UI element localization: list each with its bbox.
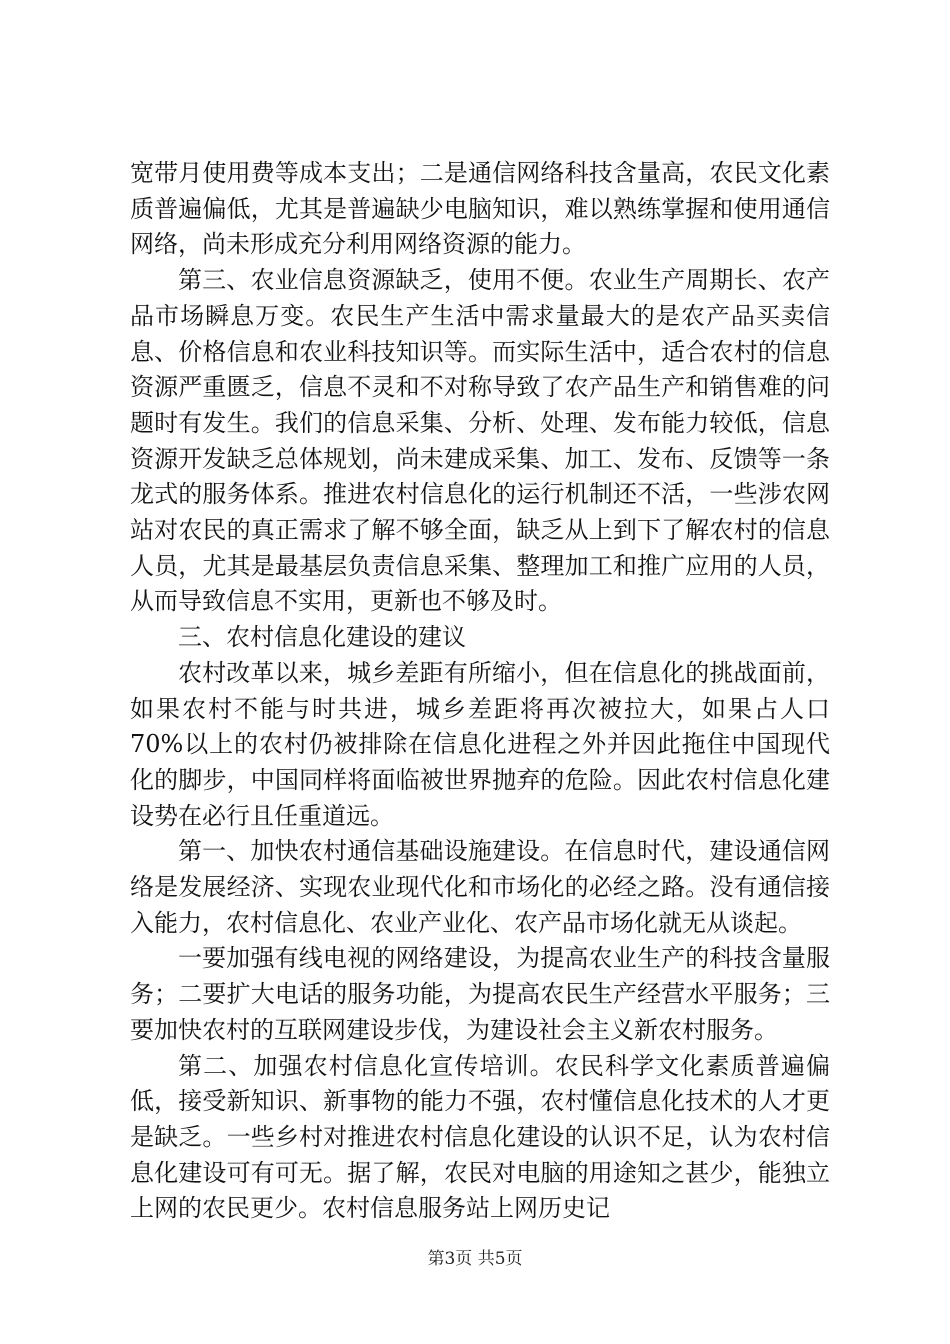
paragraph-continuation: 宽带月使用费等成本支出；二是通信网络科技含量高，农民文化素质普遍偏低，尤其是普遍缺少电脑知识，难以熟练掌握和使用通信网络，尚未形成充分利用网络资源的能力。 <box>130 159 830 259</box>
paragraph-third-point: 第三、农业信息资源缺乏，使用不便。农业生产周期长、农产品市场瞬息万变。农民生产生活中需求量最大的是农产品买卖信息、价格信息和农业科技知识等。而实际生活中，适合农村的信息资源严重匮乏，信息不灵和不对称导致了农产品生产和销售难的问题时有发生。我们的信息采集、分析、处理、发布能力较低，信息资源开发缺乏总体规划，尚未建成采集、加工、发布、反馈等一条龙式的服务体系。推进农村信息化的运行机制还不活，一些涉农网站对农民的真正需求了解不够全面，缺乏从上到下了解农村的信息人员，尤其是最基层负责信息采集、整理加工和推广应用的人员，从而导致信息不实用，更新也不够及时。 <box>130 266 830 616</box>
page-footer: 第3页 共5页 <box>427 1249 523 1269</box>
paragraph-measures: 一要加强有线电视的网络建设，为提高农业生产的科技含量服务；二要扩大电话的服务功能，为提高农民生产经营水平服务；三要加快农村的互联网建设步伐，为建设社会主义新农村服务。 <box>130 944 830 1044</box>
section-heading: 三、农村信息化建设的建议 <box>178 623 466 652</box>
paragraph-intro: 农村改革以来，城乡差距有所缩小，但在信息化的挑战面前，如果农村不能与时共进，城乡差距将再次被拉大，如果占人口70%以上的农村仍被排除在信息化进程之外并因此拖住中国现代化的脚步，中国同样将面临被世界抛弃的危险。因此农村信息化建设势在必行且任重道远。 <box>130 658 830 830</box>
paragraph-second-point: 第二、加强农村信息化宣传培训。农民科学文化素质普遍偏低，接受新知识、新事物的能力不强，农村懂信息化技术的人才更是缺乏。一些乡村对推进农村信息化建设的认识不足，认为农村信息化建设可有可无。据了解，农民对电脑的用途知之甚少，能独立上网的农民更少。农村信息服务站上网历史记 <box>130 1051 830 1223</box>
paragraph-first-point: 第一、加快农村通信基础设施建设。在信息时代，建设通信网络是发展经济、实现农业现代化和市场化的必经之路。没有通信接入能力，农村信息化、农业产业化、农产品市场化就无从谈起。 <box>130 837 830 937</box>
document-body <box>130 156 830 1227</box>
